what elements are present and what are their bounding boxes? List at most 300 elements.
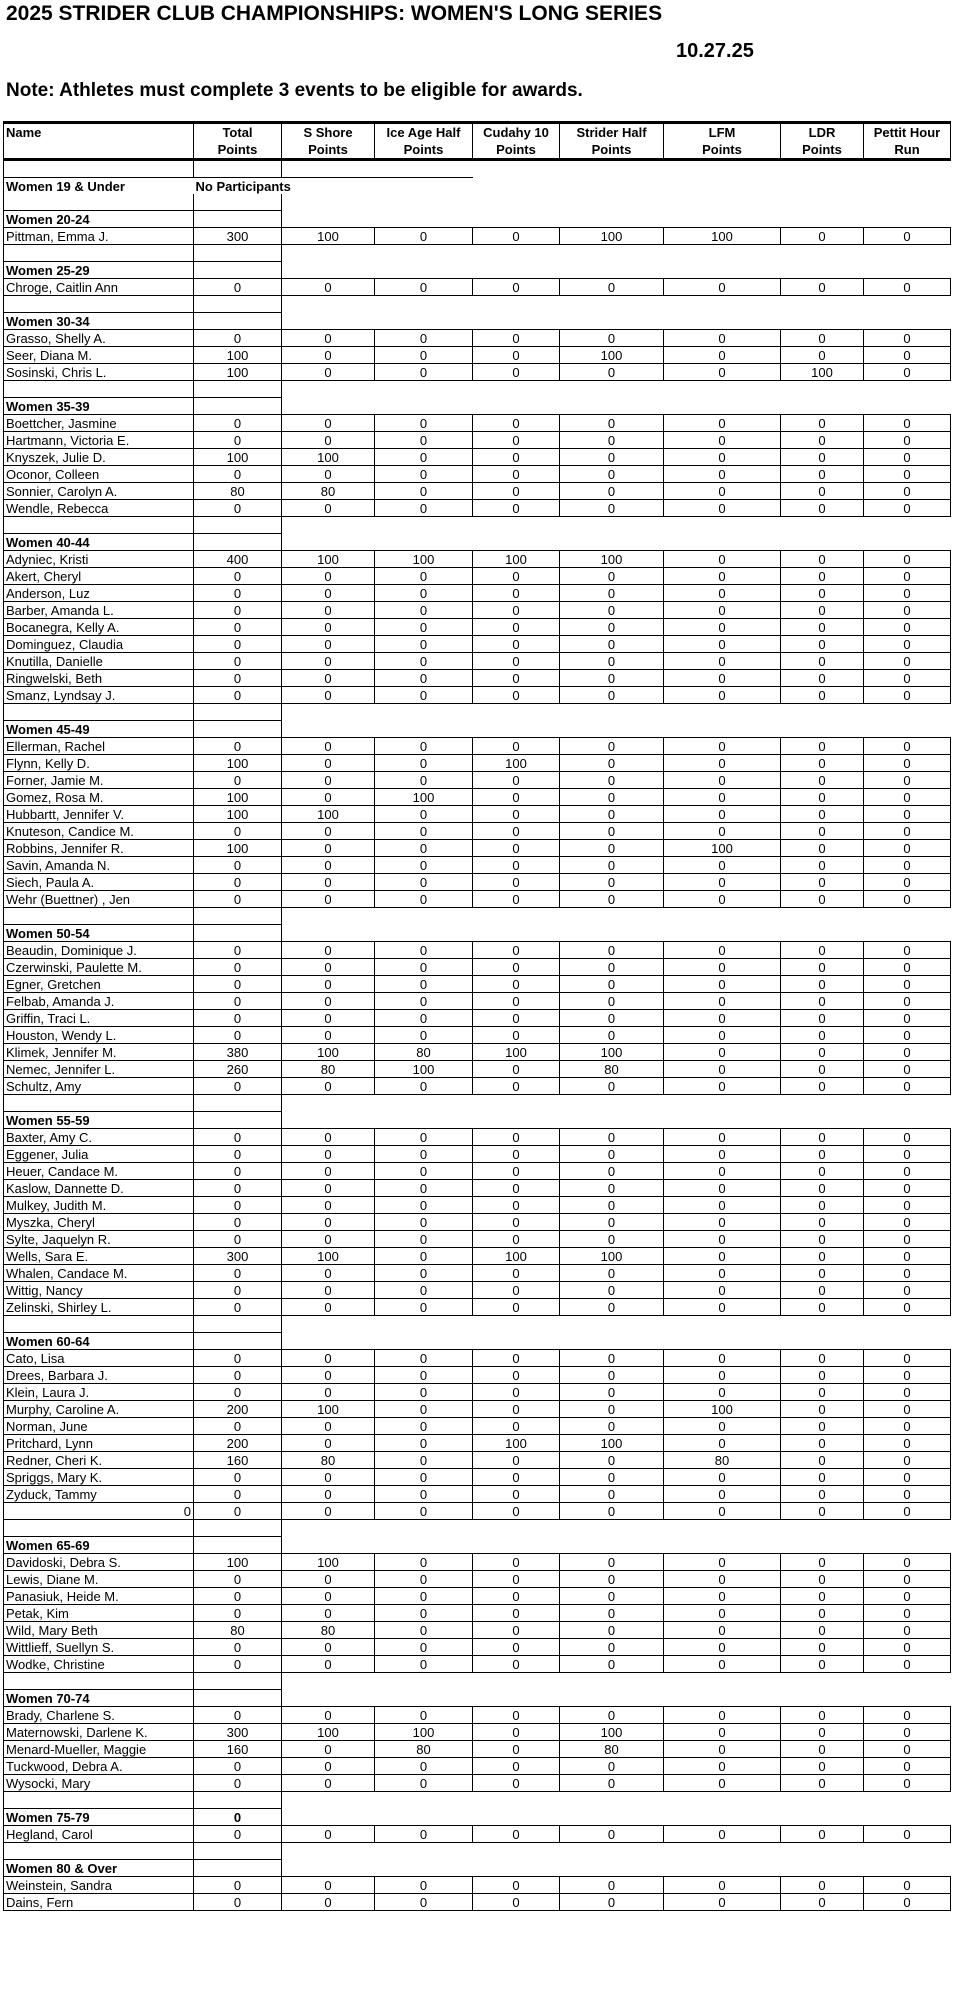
points-cell: 0	[194, 874, 282, 891]
points-cell: 0	[375, 568, 473, 585]
empty-cell	[282, 721, 375, 738]
athlete-name: Ringwelski, Beth	[4, 670, 194, 687]
points-cell: 0	[864, 789, 951, 806]
table-row	[4, 568, 951, 585]
points-cell: 0	[473, 602, 560, 619]
table-row	[4, 415, 951, 432]
points-cell: 0	[664, 1299, 781, 1316]
points-cell: 0	[864, 772, 951, 789]
points-cell: 0	[375, 772, 473, 789]
points-cell: 0	[864, 432, 951, 449]
points-cell: 0	[781, 1418, 864, 1435]
points-cell: 0	[781, 1605, 864, 1622]
points-cell: 0	[473, 1707, 560, 1724]
points-cell: 0	[375, 1401, 473, 1418]
points-cell: 0	[664, 1044, 781, 1061]
points-cell: 0	[664, 1350, 781, 1367]
spacer-cell	[473, 1843, 560, 1860]
empty-cell	[375, 1809, 473, 1826]
points-cell: 0	[781, 1656, 864, 1673]
spacer-cell	[375, 1843, 473, 1860]
points-cell: 80	[664, 1452, 781, 1469]
points-cell: 0	[560, 415, 664, 432]
points-cell: 0	[194, 619, 282, 636]
points-cell: 0	[781, 942, 864, 959]
group-header-row	[4, 313, 951, 330]
empty-cell	[194, 398, 282, 415]
points-cell: 100	[560, 1435, 664, 1452]
spacer-cell	[282, 1520, 375, 1537]
points-cell: 0	[473, 1214, 560, 1231]
points-cell: 0	[664, 585, 781, 602]
points-cell: 0	[864, 840, 951, 857]
points-cell: 0	[864, 874, 951, 891]
points-cell: 0	[664, 1894, 781, 1911]
points-cell: 0	[473, 500, 560, 517]
group-name: Women 25-29	[4, 262, 194, 279]
column-header	[473, 123, 560, 160]
points-cell: 0	[560, 1469, 664, 1486]
table-row	[4, 670, 951, 687]
empty-cell	[781, 534, 864, 551]
table-row	[4, 738, 951, 755]
group-name: Women 35-39	[4, 398, 194, 415]
points-cell: 0	[473, 1588, 560, 1605]
points-cell: 0	[473, 1758, 560, 1775]
spacer-cell	[4, 1792, 194, 1809]
athlete-name: Griffin, Traci L.	[4, 1010, 194, 1027]
points-cell: 0	[282, 1826, 375, 1843]
athlete-name: Knyszek, Julie D.	[4, 449, 194, 466]
points-cell: 0	[473, 1265, 560, 1282]
athlete-name: Knutilla, Danielle	[4, 653, 194, 670]
points-cell: 300	[194, 1724, 282, 1741]
empty-cell	[864, 262, 951, 279]
points-cell: 0	[560, 585, 664, 602]
points-cell: 0	[473, 1299, 560, 1316]
spacer-cell	[194, 1843, 282, 1860]
points-cell: 0	[781, 1554, 864, 1571]
points-cell: 0	[194, 1486, 282, 1503]
points-cell: 0	[473, 1741, 560, 1758]
table-row	[4, 976, 951, 993]
spacer-cell	[473, 296, 560, 313]
spacer-cell	[664, 160, 781, 178]
column-header-line: Points	[496, 142, 536, 157]
points-cell: 0	[664, 1248, 781, 1265]
points-cell: 0	[664, 1877, 781, 1894]
points-cell: 0	[781, 1129, 864, 1146]
column-header	[864, 123, 951, 160]
points-cell: 0	[194, 415, 282, 432]
spacer-cell	[473, 1792, 560, 1809]
points-cell: 0	[864, 466, 951, 483]
points-cell: 0	[473, 636, 560, 653]
points-cell: 0	[781, 653, 864, 670]
points-cell: 0	[781, 1486, 864, 1503]
points-cell: 0	[282, 568, 375, 585]
table-row	[4, 1401, 951, 1418]
points-cell: 100	[194, 789, 282, 806]
athlete-name: Pittman, Emma J.	[4, 228, 194, 245]
column-header-line: Strider Half	[576, 125, 647, 140]
points-cell: 0	[194, 1027, 282, 1044]
points-cell: 0	[664, 1078, 781, 1095]
column-header-line: Cudahy 10	[483, 125, 549, 140]
spacer-cell	[664, 1673, 781, 1690]
points-cell: 100	[282, 228, 375, 245]
spacer-cell	[781, 704, 864, 721]
points-cell: 0	[282, 1163, 375, 1180]
points-cell: 0	[781, 1775, 864, 1792]
points-cell: 0	[473, 789, 560, 806]
points-cell: 0	[375, 1894, 473, 1911]
spacer-cell	[4, 296, 194, 313]
table-row	[4, 228, 951, 245]
points-cell: 0	[194, 568, 282, 585]
points-cell: 0	[560, 1197, 664, 1214]
points-cell: 0	[560, 1486, 664, 1503]
points-cell: 0	[375, 942, 473, 959]
athlete-name: Davidoski, Debra S.	[4, 1554, 194, 1571]
points-cell: 0	[864, 942, 951, 959]
points-cell: 0	[781, 1452, 864, 1469]
points-cell: 0	[781, 279, 864, 296]
points-cell: 0	[864, 347, 951, 364]
points-cell: 0	[375, 653, 473, 670]
spacer-cell	[864, 1520, 951, 1537]
empty-cell	[282, 1809, 375, 1826]
points-cell: 0	[864, 1894, 951, 1911]
points-cell: 0	[375, 1503, 473, 1520]
table-row	[4, 1061, 951, 1078]
spacer-row	[4, 296, 951, 313]
points-cell: 0	[864, 330, 951, 347]
points-cell: 0	[864, 449, 951, 466]
spacer-cell	[560, 245, 664, 262]
spacer-cell	[864, 160, 951, 178]
points-cell: 0	[864, 279, 951, 296]
empty-cell	[664, 398, 781, 415]
points-cell: 0	[282, 1486, 375, 1503]
points-cell: 100	[781, 364, 864, 381]
points-cell: 0	[560, 1877, 664, 1894]
table-row	[4, 857, 951, 874]
group-name: Women 30-34	[4, 313, 194, 330]
points-cell: 80	[282, 1061, 375, 1078]
empty-cell	[560, 925, 664, 942]
group-header-row	[4, 1809, 951, 1826]
empty-cell	[664, 211, 781, 228]
table-row	[4, 1588, 951, 1605]
group-name: Women 75-79	[4, 1809, 194, 1826]
spacer-cell	[560, 1520, 664, 1537]
empty-cell	[194, 211, 282, 228]
table-row	[4, 1163, 951, 1180]
athlete-name: Klein, Laura J.	[4, 1384, 194, 1401]
column-header	[664, 123, 781, 160]
points-cell: 0	[473, 1877, 560, 1894]
spacer-cell	[664, 1520, 781, 1537]
points-cell: 100	[282, 806, 375, 823]
table-row	[4, 1350, 951, 1367]
spacer-cell	[375, 517, 473, 534]
points-cell: 0	[560, 1146, 664, 1163]
points-cell: 0	[781, 1027, 864, 1044]
points-cell: 100	[375, 551, 473, 568]
points-cell: 0	[664, 1503, 781, 1520]
athlete-name: Oconor, Colleen	[4, 466, 194, 483]
points-cell: 0	[864, 1044, 951, 1061]
table-row	[4, 1248, 951, 1265]
points-cell: 0	[864, 1282, 951, 1299]
points-cell: 0	[664, 942, 781, 959]
points-cell: 0	[473, 432, 560, 449]
points-cell: 0	[282, 415, 375, 432]
points-cell: 0	[473, 806, 560, 823]
points-cell: 0	[781, 789, 864, 806]
empty-cell	[864, 211, 951, 228]
spacer-cell	[473, 517, 560, 534]
spacer-cell	[375, 245, 473, 262]
athlete-name: Grasso, Shelly A.	[4, 330, 194, 347]
table-row	[4, 959, 951, 976]
group-name: Women 20-24	[4, 211, 194, 228]
points-cell: 0	[194, 1469, 282, 1486]
athlete-name: Flynn, Kelly D.	[4, 755, 194, 772]
points-cell: 0	[473, 1418, 560, 1435]
table-row	[4, 619, 951, 636]
points-cell: 0	[664, 1639, 781, 1656]
empty-cell	[375, 1860, 473, 1877]
spacer-cell	[282, 908, 375, 925]
points-cell: 0	[375, 1639, 473, 1656]
points-cell: 0	[473, 1367, 560, 1384]
points-cell: 0	[560, 1163, 664, 1180]
table-row	[4, 891, 951, 908]
points-cell: 100	[375, 1061, 473, 1078]
athlete-name: Boettcher, Jasmine	[4, 415, 194, 432]
points-cell: 0	[473, 1061, 560, 1078]
points-cell: 0	[560, 1418, 664, 1435]
points-cell: 0	[781, 976, 864, 993]
points-cell: 0	[560, 1265, 664, 1282]
table-row	[4, 449, 951, 466]
points-cell: 0	[473, 585, 560, 602]
points-cell: 80	[375, 1741, 473, 1758]
points-cell: 0	[194, 772, 282, 789]
points-cell: 0	[864, 500, 951, 517]
points-cell: 0	[375, 1282, 473, 1299]
points-cell: 0	[194, 1707, 282, 1724]
points-cell: 0	[473, 1503, 560, 1520]
points-cell: 80	[282, 1622, 375, 1639]
points-cell: 0	[282, 466, 375, 483]
spacer-cell	[473, 908, 560, 925]
points-cell: 0	[473, 840, 560, 857]
empty-cell	[560, 398, 664, 415]
points-cell: 0	[781, 1639, 864, 1656]
points-cell: 0	[864, 483, 951, 500]
points-cell: 0	[664, 636, 781, 653]
points-cell: 0	[282, 347, 375, 364]
spacer-cell	[864, 908, 951, 925]
spacer-cell	[194, 194, 282, 211]
points-cell: 0	[781, 1503, 864, 1520]
spacer-cell	[560, 1316, 664, 1333]
points-cell: 0	[282, 1214, 375, 1231]
empty-cell	[560, 262, 664, 279]
points-cell: 0	[282, 1707, 375, 1724]
points-cell: 0	[194, 1894, 282, 1911]
points-cell: 0	[781, 1197, 864, 1214]
points-cell: 0	[664, 874, 781, 891]
empty-cell	[664, 262, 781, 279]
table-row	[4, 1282, 951, 1299]
table-row	[4, 636, 951, 653]
points-cell: 0	[194, 891, 282, 908]
points-cell: 0	[473, 1571, 560, 1588]
empty-cell	[282, 534, 375, 551]
spacer-cell	[194, 160, 282, 178]
points-cell: 0	[864, 1061, 951, 1078]
spacer-cell	[781, 1673, 864, 1690]
points-cell: 0	[560, 1758, 664, 1775]
points-cell: 0	[375, 1180, 473, 1197]
spacer-cell	[282, 1673, 375, 1690]
athlete-name: Egner, Gretchen	[4, 976, 194, 993]
table-row	[4, 1214, 951, 1231]
points-cell: 0	[473, 1180, 560, 1197]
points-cell: 0	[282, 1639, 375, 1656]
points-cell: 0	[664, 1741, 781, 1758]
points-cell: 0	[560, 602, 664, 619]
empty-cell	[864, 925, 951, 942]
points-cell: 0	[473, 228, 560, 245]
points-cell: 0	[864, 1877, 951, 1894]
empty-cell	[375, 398, 473, 415]
points-cell: 0	[781, 840, 864, 857]
points-cell: 0	[781, 1248, 864, 1265]
spacer-row	[4, 1843, 951, 1860]
points-cell: 0	[664, 432, 781, 449]
empty-cell	[560, 721, 664, 738]
points-cell: 0	[282, 891, 375, 908]
spacer-cell	[781, 1792, 864, 1809]
points-cell: 0	[560, 789, 664, 806]
points-cell: 0	[375, 1554, 473, 1571]
spacer-cell	[560, 517, 664, 534]
points-cell: 0	[375, 1605, 473, 1622]
points-cell: 0	[282, 1231, 375, 1248]
points-cell: 0	[864, 1469, 951, 1486]
points-cell: 0	[864, 1027, 951, 1044]
points-cell: 0	[194, 1588, 282, 1605]
athlete-name: Barber, Amanda L.	[4, 602, 194, 619]
empty-cell	[664, 534, 781, 551]
spacer-cell	[560, 381, 664, 398]
page-title: 2025 STRIDER CLUB CHAMPIONSHIPS: WOMEN'S LONG SERIES	[6, 2, 663, 25]
group-header-row	[4, 1537, 951, 1554]
spacer-cell	[560, 194, 664, 211]
points-cell: 0	[194, 585, 282, 602]
empty-cell	[473, 721, 560, 738]
points-cell: 0	[864, 1197, 951, 1214]
points-cell: 0	[781, 959, 864, 976]
points-cell: 0	[375, 1214, 473, 1231]
points-cell: 0	[194, 653, 282, 670]
athlete-name: Murphy, Caroline A.	[4, 1401, 194, 1418]
points-cell: 80	[560, 1061, 664, 1078]
points-cell: 0	[282, 1282, 375, 1299]
points-cell: 100	[560, 1724, 664, 1741]
empty-cell	[664, 1690, 781, 1707]
points-cell: 0	[194, 1163, 282, 1180]
empty-cell	[194, 1112, 282, 1129]
points-cell: 100	[194, 806, 282, 823]
spacer-cell	[282, 381, 375, 398]
points-cell: 0	[282, 1350, 375, 1367]
points-cell: 0	[864, 585, 951, 602]
points-cell: 0	[864, 1010, 951, 1027]
points-cell: 0	[194, 1367, 282, 1384]
spacer-cell	[282, 194, 375, 211]
points-cell: 0	[282, 772, 375, 789]
points-cell: 0	[781, 1401, 864, 1418]
points-cell: 0	[664, 415, 781, 432]
spacer-cell	[194, 1316, 282, 1333]
points-cell: 0	[194, 1010, 282, 1027]
points-cell: 0	[560, 857, 664, 874]
points-cell: 0	[194, 432, 282, 449]
table-row	[4, 1622, 951, 1639]
table-row	[4, 1469, 951, 1486]
empty-cell	[560, 1112, 664, 1129]
points-cell: 0	[781, 500, 864, 517]
points-cell: 0	[473, 1656, 560, 1673]
group-name: Women 65-69	[4, 1537, 194, 1554]
spacer-cell	[864, 517, 951, 534]
points-cell: 0	[473, 1826, 560, 1843]
points-cell: 0	[375, 1571, 473, 1588]
empty-cell	[375, 262, 473, 279]
empty-cell	[781, 313, 864, 330]
points-cell: 0	[282, 840, 375, 857]
points-cell: 0	[664, 1197, 781, 1214]
points-cell: 0	[375, 755, 473, 772]
athlete-name: Wells, Sara E.	[4, 1248, 194, 1265]
points-cell: 0	[282, 1435, 375, 1452]
points-cell: 0	[560, 1282, 664, 1299]
points-cell: 0	[473, 1010, 560, 1027]
points-cell: 100	[664, 228, 781, 245]
points-cell: 0	[282, 1605, 375, 1622]
points-cell: 0	[864, 1639, 951, 1656]
points-cell: 0	[864, 1078, 951, 1095]
athlete-name: Drees, Barbara J.	[4, 1367, 194, 1384]
empty-cell	[781, 1333, 864, 1350]
points-cell: 0	[375, 279, 473, 296]
points-cell: 80	[194, 1622, 282, 1639]
spacer-cell	[4, 245, 194, 262]
points-cell: 0	[864, 228, 951, 245]
empty-cell	[282, 313, 375, 330]
points-cell: 0	[560, 1571, 664, 1588]
points-cell: 0	[864, 1146, 951, 1163]
points-cell: 0	[375, 1163, 473, 1180]
spacer-cell	[664, 1792, 781, 1809]
spacer-cell	[4, 1843, 194, 1860]
